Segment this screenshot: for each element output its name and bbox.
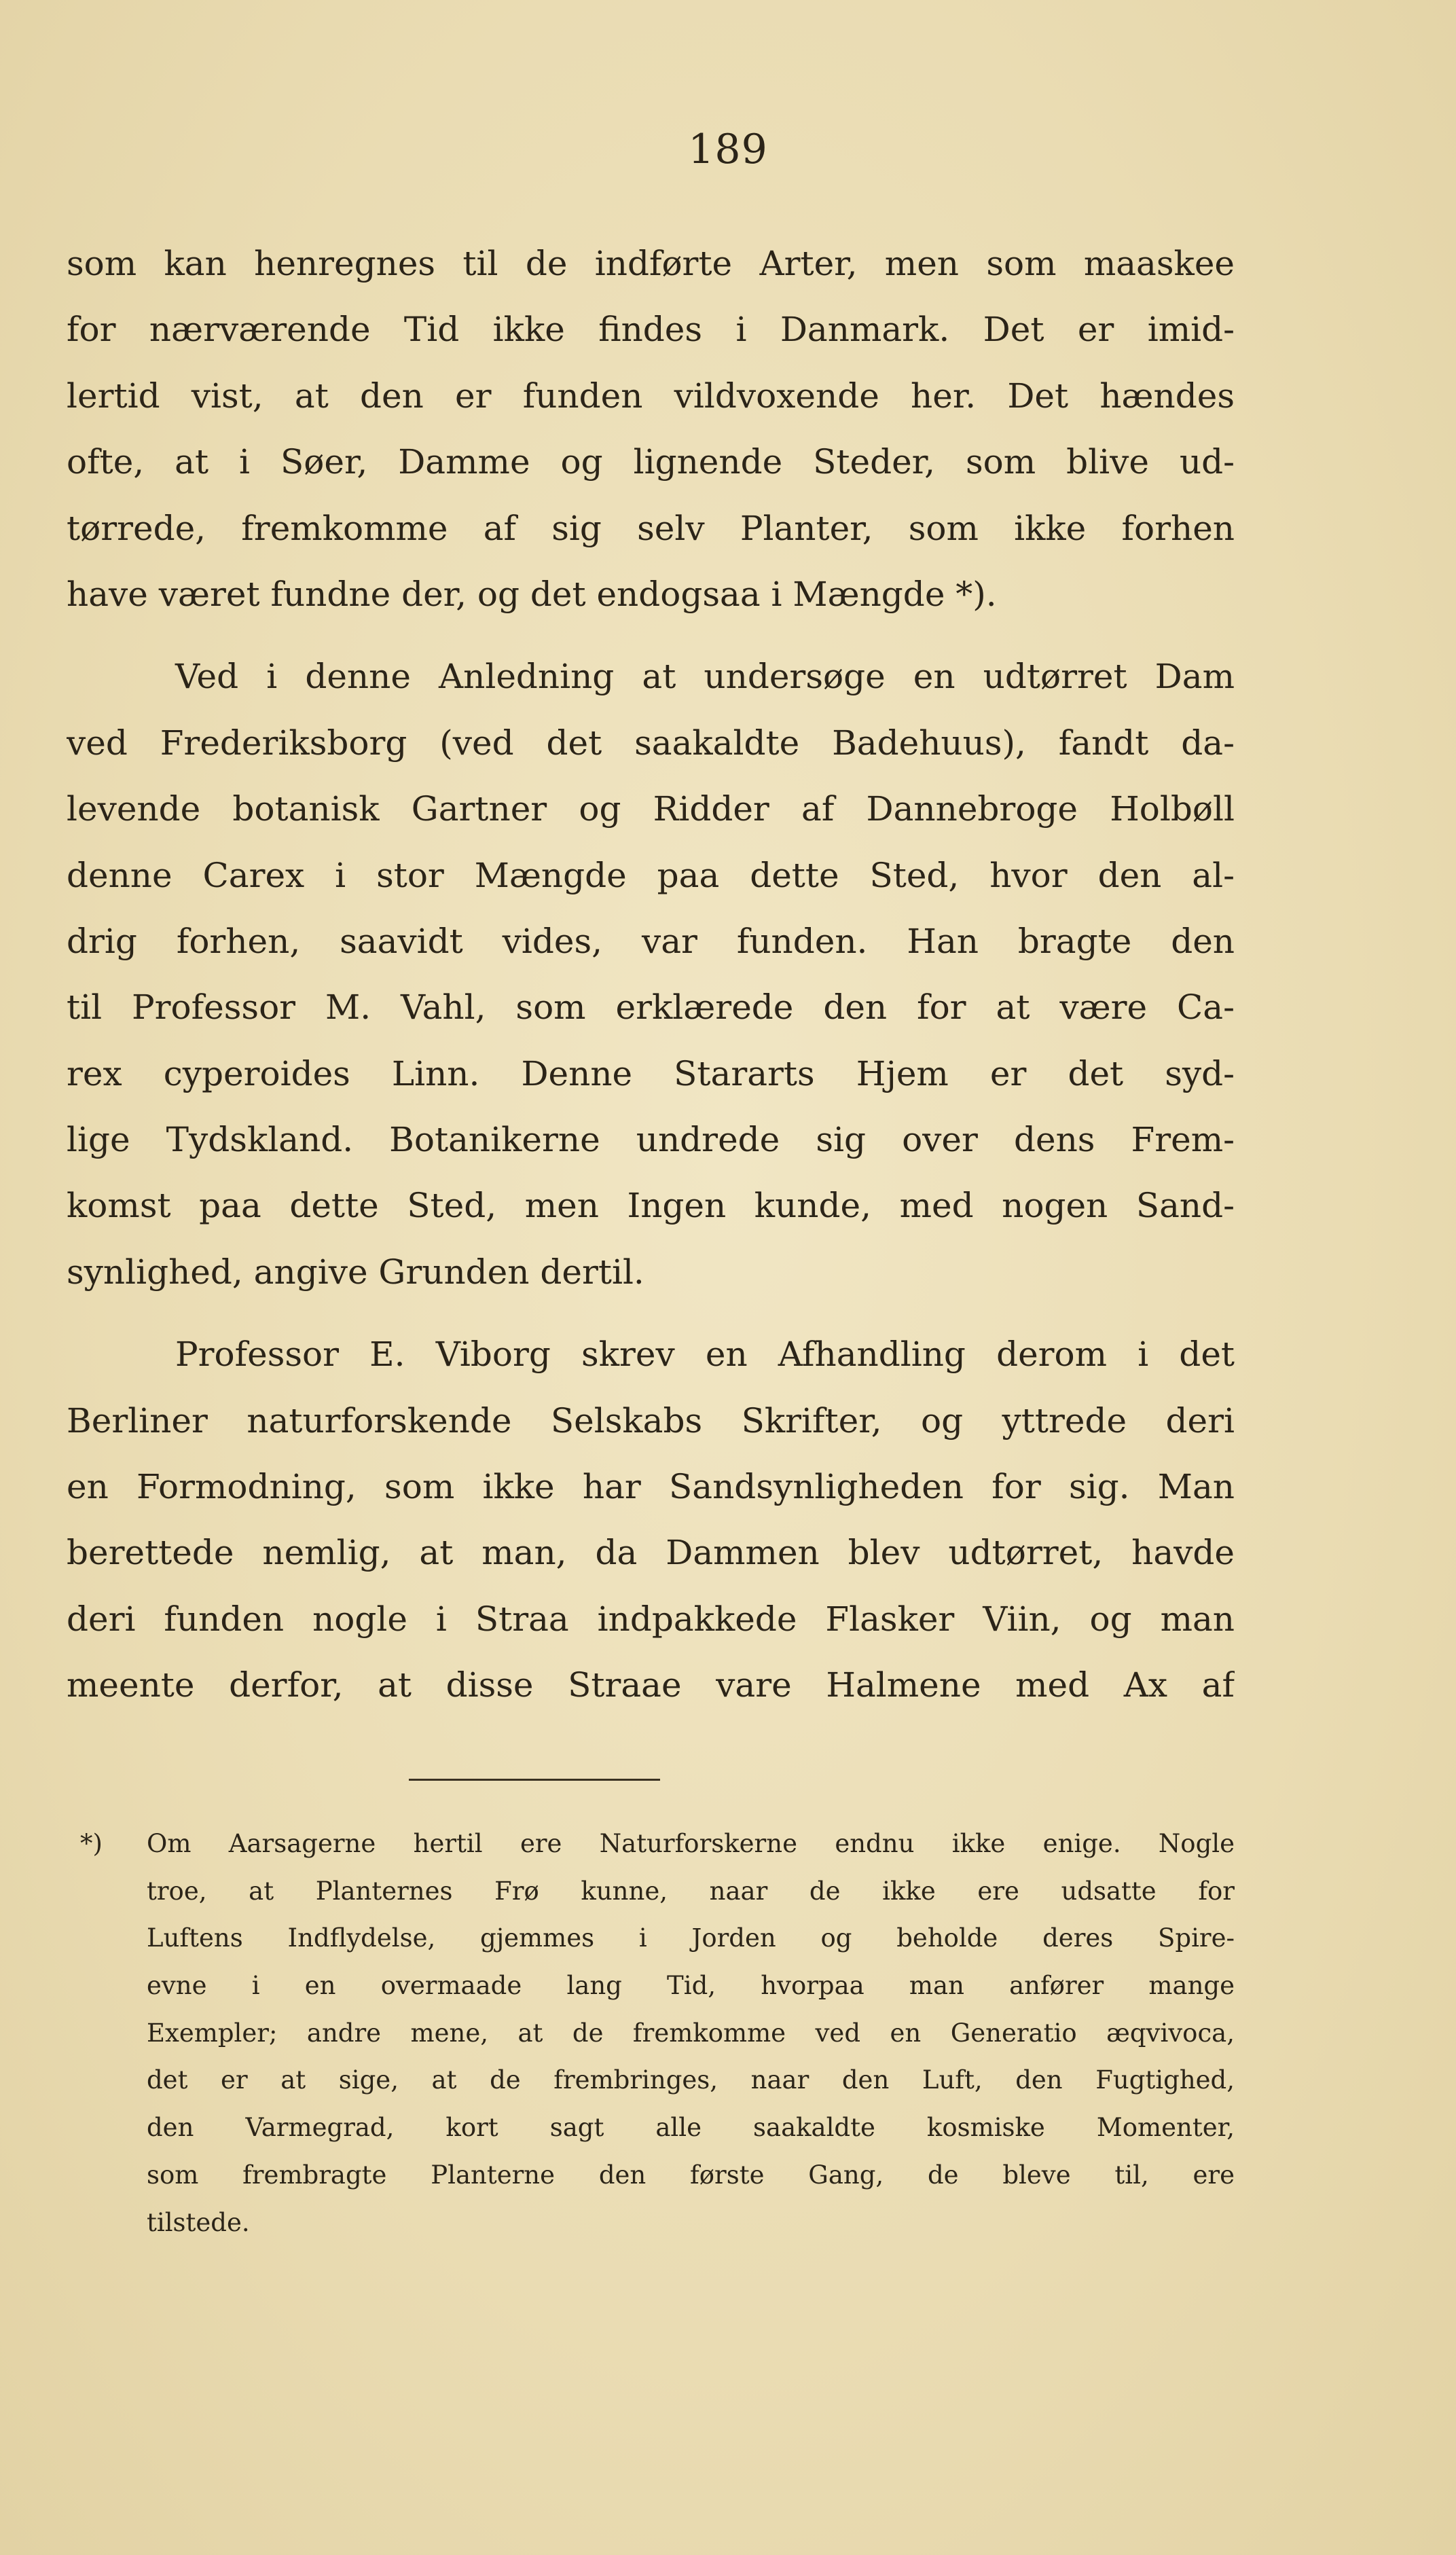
footnote-line: den Varmegrad, kort sagt alle saakaldte kosmiske Momenter, [147,2113,1235,2143]
text-line: rex cyperoides Linn. Denne Stararts Hjem er det syd- [67,1053,1235,1093]
text-line: Ved i denne Anledning at undersøge en udtørret Dam [175,657,1235,697]
text-line: levende botanisk Gartner og Ridder af Dannebroge Holbøll [67,789,1235,829]
body-text [67,231,1235,1719]
page-number: 189 [688,126,768,173]
text-line: berettede nemlig, at man, da Dammen blev udtørret, havde [67,1533,1235,1573]
footnote-line: evne i en overmaade lang Tid, hvorpaa man anfører mange [147,1971,1235,2001]
text-line: drig forhen, saavidt vides, var funden. Han bragte den [67,921,1235,961]
text-line: til Professor M. Vahl, som erklærede den for at være Ca- [67,987,1235,1028]
text-line: lertid vist, at den er funden vildvoxende her. Det hændes [67,376,1235,416]
text-line: deri funden nogle i Straa indpakkede Flasker Viin, og man [67,1599,1235,1639]
paragraph-gap [67,628,1235,644]
footnote-divider [409,1779,660,1781]
paragraph-gap [67,1305,1235,1322]
text-line: denne Carex i stor Mængde paa dette Sted, hvor den al- [67,855,1235,895]
text-line: synlighed, angive Grunden dertil. [67,1252,644,1292]
footnote-marker: *) [80,1829,103,1858]
text-line: komst paa dette Sted, men Ingen kunde, med nogen Sand- [67,1186,1235,1226]
text-line: ofte, at i Søer, Damme og lignende Steder, som blive ud- [67,442,1235,482]
footnote-line: som frembragte Planterne den første Gang, de bleve til, ere [147,2160,1235,2190]
text-line: Berliner naturforskende Selskabs Skrifter, og yttrede deri [67,1400,1235,1440]
footnote-line: Exempler; andre mene, at de fremkomme ved en Generatio æqvivoca, [147,2018,1235,2048]
footnote-line: Luftens Indflydelse, gjemmes i Jorden og beholde deres Spire- [147,1923,1235,1953]
footnote-line: det er at sige, at de frembringes, naar den Luft, den Fugtighed, [147,2065,1235,2095]
text-line: meente derfor, at disse Straae vare Halmene med Ax af [67,1665,1235,1705]
text-line: tørrede, fremkomme af sig selv Planter, som ikke forhen [67,508,1235,548]
footnote-line: tilstede. [147,2207,250,2237]
text-line: have været fundne der, og det endogsaa i Mængde *). [67,574,997,614]
footnote-line: troe, at Planternes Frø kunne, naar de ikke ere udsatte for [147,1876,1235,1906]
text-line: som kan henregnes til de indførte Arter, men som maaskee [67,244,1235,283]
footnote [80,1820,1235,2246]
footnote-line [80,1820,1235,1868]
text-line: lige Tydskland. Botanikerne undrede sig over dens Frem- [67,1120,1235,1160]
text-line: for nærværende Tid ikke findes i Danmark. Det er imid- [67,310,1235,350]
footnote-text: Om Aarsagerne hertil ere Naturforskerne endnu ikke enige. Nogle [147,1829,1235,1858]
text-line: ved Frederiksborg (ved det saakaldte Badehuus), fandt da- [67,723,1235,763]
text-line: Professor E. Viborg skrev en Afhandling derom i det [175,1335,1235,1375]
text-line: en Formodning, som ikke har Sandsynligheden for sig. Man [67,1467,1235,1507]
